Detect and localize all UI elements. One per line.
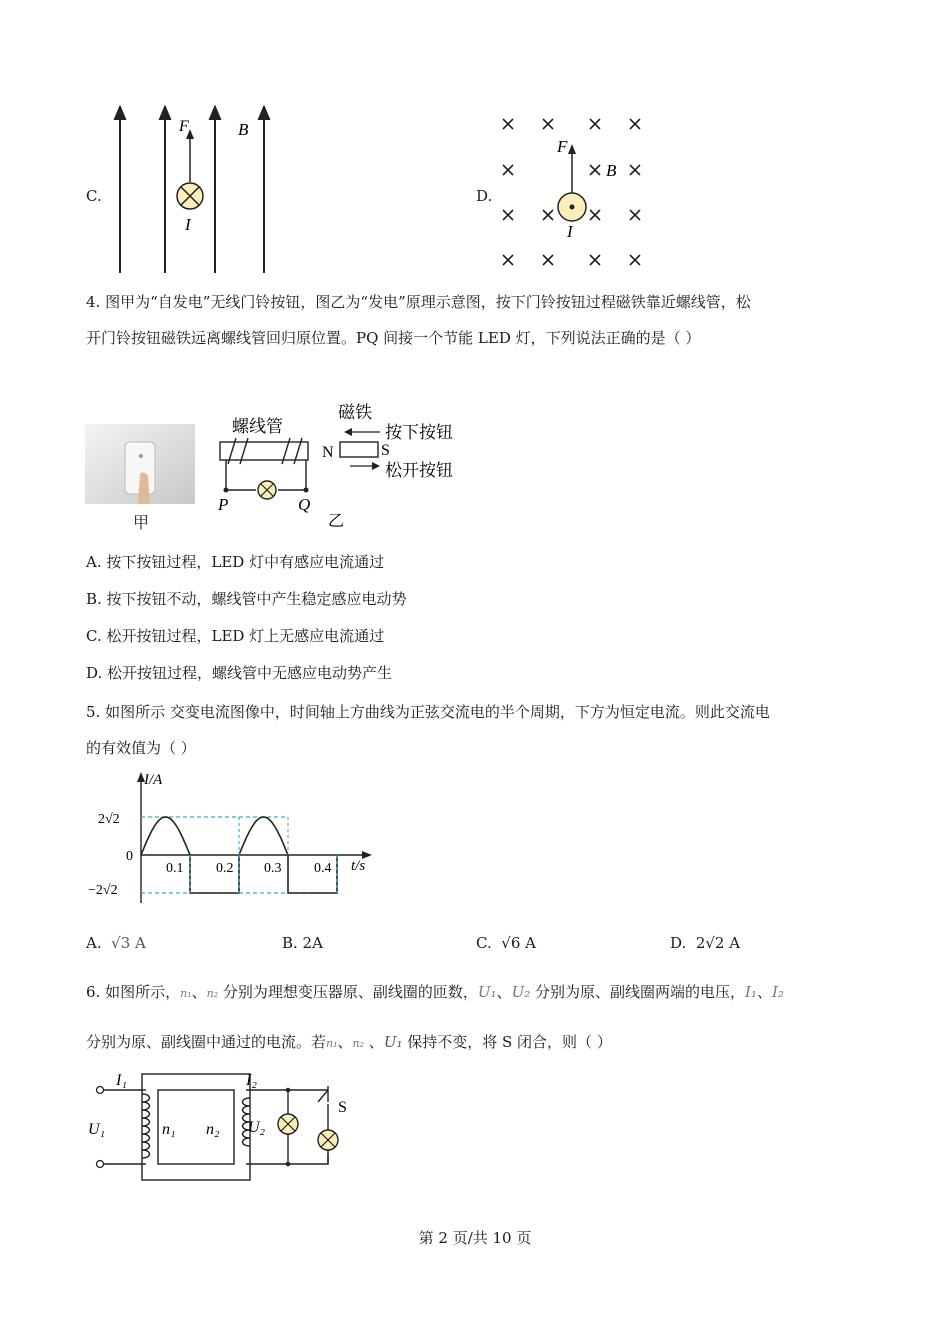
label-P: P [218,495,229,514]
figure-d-magnetic-field [495,110,655,272]
sym-U1: U₁ [477,983,497,1001]
sym-I1: I₁ [745,983,757,1001]
sym-I2: I₂ [771,983,784,1001]
q5-option-b: B. 2A [282,934,323,952]
solenoid-tube [220,442,308,460]
chart-tick-x4: 0.4 [314,861,332,876]
label-press: 按下按钮 [385,423,453,442]
chart-sine-segment-2 [239,817,288,855]
q6-stem-line1: 6. 如图所示，n₁、n₂ 分别为理想变压器原、副线圈的匝数，U₁、U₂ 分别为原、副线圈两端的电压，I₁、I₂ [86,983,784,1001]
transformer-circuit [86,1068,366,1186]
fig-label-U1: U₁ [88,1121,106,1138]
switch-branch [318,1090,328,1164]
doorbell-photo [85,424,195,504]
fig-label-n2: n₂ [206,1121,220,1138]
force-arrowhead [568,144,576,154]
q4-option-a: A. 按下按钮过程，LED 灯中有感应电流通过 [86,553,385,571]
fig-label-n1: n₁ [162,1121,176,1138]
q5-stem-line1: 5. 如图所示 交变电流图像中，时间轴上方曲线为正弦交流电的半个周期，下方为恒定电流。则此交流电 [86,703,770,721]
q4-option-c: C. 松开按钮过程，LED 灯上无感应电流通过 [86,627,385,645]
primary-leads [100,1090,146,1164]
chart-tick-ymin: −2√2 [88,883,118,898]
q5-option-c-value: √6 A [501,934,536,952]
chart-tick-x3: 0.3 [264,861,282,876]
label-solenoid: 螺线管 [232,417,283,436]
label-I: I [567,222,573,241]
label-magnet: 磁铁 [338,403,372,422]
chart-tick-ymax: 2√2 [98,812,120,827]
chart-tick-x2: 0.2 [216,861,234,876]
page-footer: 第 2 页/共 10 页 [418,1229,532,1247]
sym-U2: U₂ [511,983,531,1001]
option-c-label: C. [86,187,102,205]
q5-option-d-value: 2√2 A [695,934,741,952]
label-release: 松开按钮 [385,461,453,480]
sym-U1-b: U₁ [383,1033,403,1051]
fig-label-I2: I₂ [246,1072,257,1089]
q5-stem-line2: 的有效值为（ ） [86,739,196,757]
primary-terminal-bottom [97,1161,104,1168]
label-B: B [238,120,249,139]
fig-label-S: S [338,1099,347,1116]
q4-stem-line1: 4. 图甲为“自发电”无线门铃按钮，图乙为“发电”原理示意图，按下门铃按钮过程磁铁靠近螺线管，松 [86,293,751,311]
q5-option-a-value: √3 A [111,934,146,952]
chart-tick-x1: 0.1 [166,861,184,876]
primary-coil [142,1094,150,1158]
q4-option-b: B. 按下按钮不动，螺线管中产生稳定感应电动势 [86,590,407,608]
fig-label-U2: U₂ [248,1119,266,1136]
label-I: I [185,215,191,234]
option-d-label: D. [476,187,493,205]
chart-ylabel: I/A [144,772,163,788]
label-F: F [179,118,189,135]
q5-option-d: D. 2√2 A [670,934,741,952]
label-Q: Q [298,495,311,514]
q6-stem-line2: 分别为原、副线圈中通过的电流。若n₁、n₂ 、U₁ 保持不变，将 S 闭合，则（ ） [86,1033,612,1051]
label-N: N [322,444,334,461]
chart-tick-zero: 0 [126,849,133,864]
solenoid-diagram [210,398,470,530]
q4-option-d: D. 松开按钮过程，螺线管中无感应电动势产生 [86,664,393,682]
sym-n2: n₂ [206,987,219,1000]
label-jia: 甲 [133,513,150,532]
chart-xlabel: t/s [351,858,366,874]
label-S: S [381,442,390,459]
sym-n1: n₁ [180,987,192,1000]
bar-magnet [340,442,378,457]
figure-c-magnetic-field [105,105,280,277]
chart-sine-segment-1 [141,817,190,855]
label-yi: 乙 [328,513,345,530]
primary-terminal-top [97,1087,104,1094]
q5-option-a: A. √3 A [86,934,146,952]
label-B: B [606,161,617,180]
fig-label-I1: I₁ [116,1072,127,1089]
label-F: F [557,137,568,156]
ac-current-chart [86,768,376,910]
q5-option-c: C. √6 A [476,934,536,952]
q4-stem-line2: 开门铃按钮磁铁远离螺线管回归原位置。PQ 间接一个节能 LED 灯，下列说法正确的是（ ） [86,329,701,347]
